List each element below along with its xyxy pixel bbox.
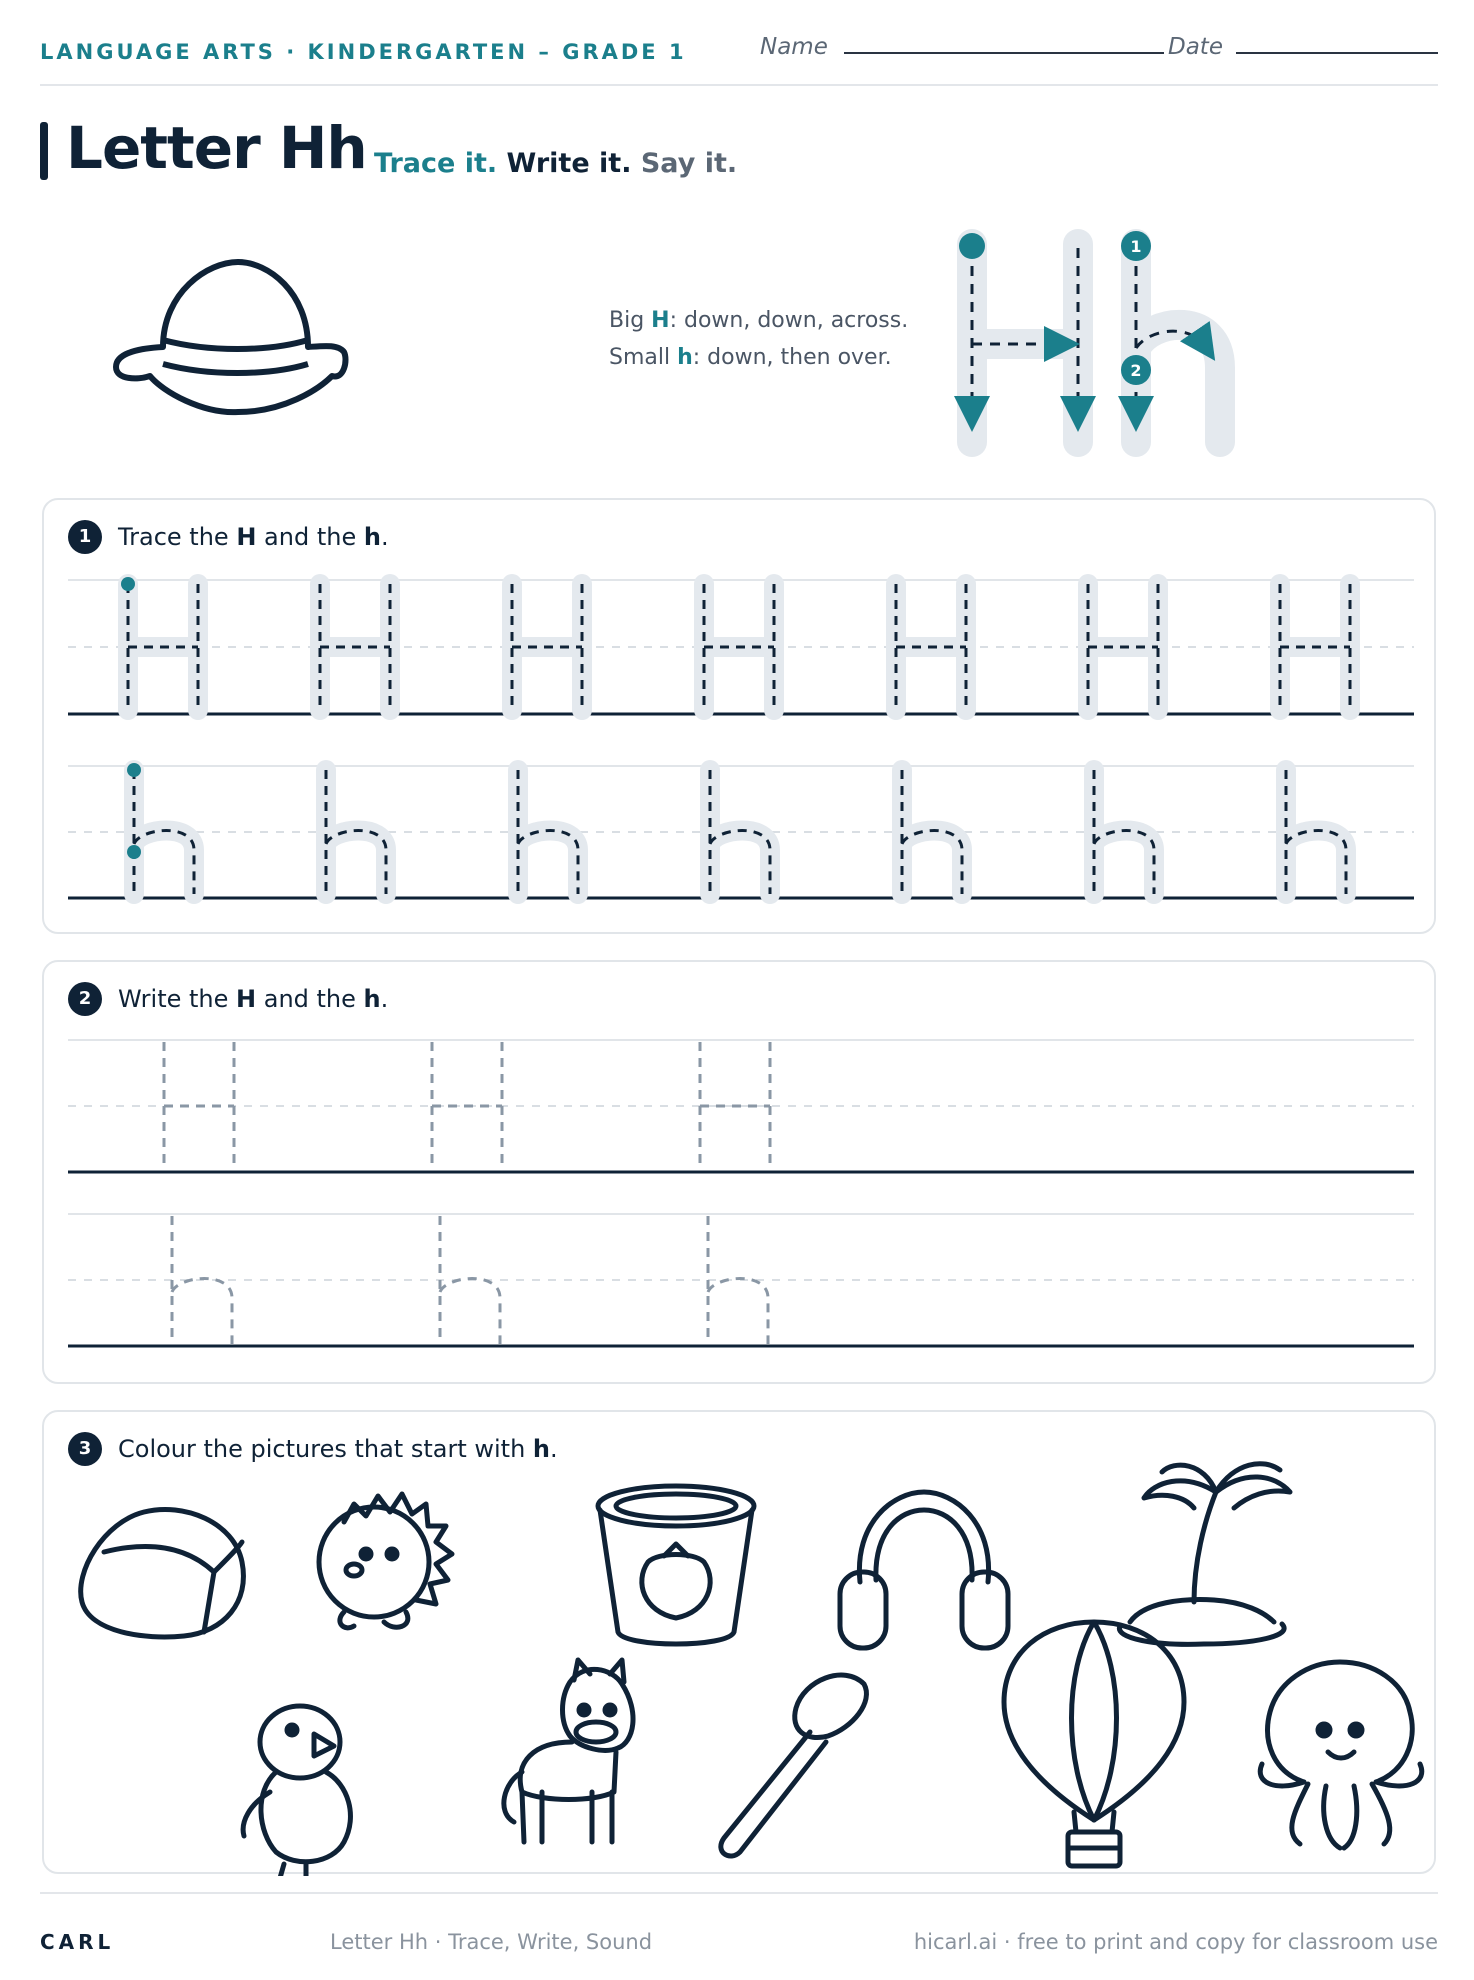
eagle-picture[interactable] bbox=[243, 1706, 350, 1876]
worksheet-footer bbox=[40, 1892, 1438, 1962]
spoon-picture[interactable] bbox=[721, 1675, 867, 1856]
headphones-picture[interactable] bbox=[840, 1492, 1008, 1648]
title-accent-bar bbox=[40, 122, 48, 180]
rock-picture[interactable] bbox=[81, 1509, 244, 1637]
write-section bbox=[42, 960, 1436, 1384]
tagline-say: Say it. bbox=[640, 148, 738, 179]
brand-logo: CARL bbox=[40, 1930, 115, 1954]
step-instruction: Write the H and the h. bbox=[118, 985, 389, 1013]
footer-right-text: hicarl.ai · free to print and copy for classroom use bbox=[913, 1930, 1438, 1954]
trace-lines[interactable] bbox=[44, 500, 1438, 936]
stroke-hint bbox=[609, 302, 908, 376]
island-picture[interactable] bbox=[1119, 1464, 1290, 1645]
colour-section bbox=[42, 1410, 1436, 1874]
name-label: Name bbox=[760, 34, 828, 60]
tagline bbox=[374, 148, 737, 179]
date-label: Date bbox=[1168, 34, 1223, 60]
worksheet-header bbox=[40, 30, 1438, 86]
step-instruction: Colour the pictures that start with h. bbox=[118, 1435, 558, 1463]
subject-label: LANGUAGE ARTS · KINDERGARTEN – GRADE 1 bbox=[40, 40, 687, 64]
step-number: 3 bbox=[68, 1432, 102, 1466]
step-instruction: Trace the H and the h. bbox=[118, 523, 389, 551]
stroke-badge-1-text: 1 bbox=[1130, 237, 1142, 256]
trace-section bbox=[42, 498, 1436, 934]
stroke-badge-2-text: 2 bbox=[1130, 361, 1142, 380]
hot-air-balloon-picture[interactable] bbox=[1004, 1622, 1184, 1866]
stroke-hint-big: Big H: down, down, across. bbox=[609, 308, 909, 333]
trace-letter-upper-h bbox=[164, 1042, 234, 1170]
octopus-picture[interactable] bbox=[1260, 1662, 1422, 1848]
hat-illustration bbox=[108, 252, 358, 422]
stroke-order-demo bbox=[950, 228, 1250, 468]
start-dot bbox=[127, 845, 141, 859]
start-dot bbox=[127, 763, 141, 777]
picture-grid bbox=[44, 1412, 1438, 1876]
stroke-hint-small: Small h: down, then over. bbox=[609, 345, 892, 370]
yogurt-picture[interactable] bbox=[598, 1486, 754, 1644]
horse-picture[interactable] bbox=[504, 1660, 633, 1842]
page-title: Letter Hh bbox=[66, 114, 367, 182]
write-lines[interactable] bbox=[44, 962, 1438, 1386]
step-number: 2 bbox=[68, 982, 102, 1016]
date-field[interactable] bbox=[1236, 52, 1438, 54]
start-dot bbox=[121, 577, 135, 591]
footer-center-text: Letter Hh · Trace, Write, Sound bbox=[330, 1930, 653, 1954]
hedgehog-picture[interactable] bbox=[319, 1494, 452, 1628]
tagline-trace: Trace it. bbox=[374, 148, 498, 179]
step-number: 1 bbox=[68, 520, 102, 554]
tagline-write: Write it. bbox=[506, 148, 632, 179]
name-field[interactable] bbox=[844, 52, 1164, 54]
